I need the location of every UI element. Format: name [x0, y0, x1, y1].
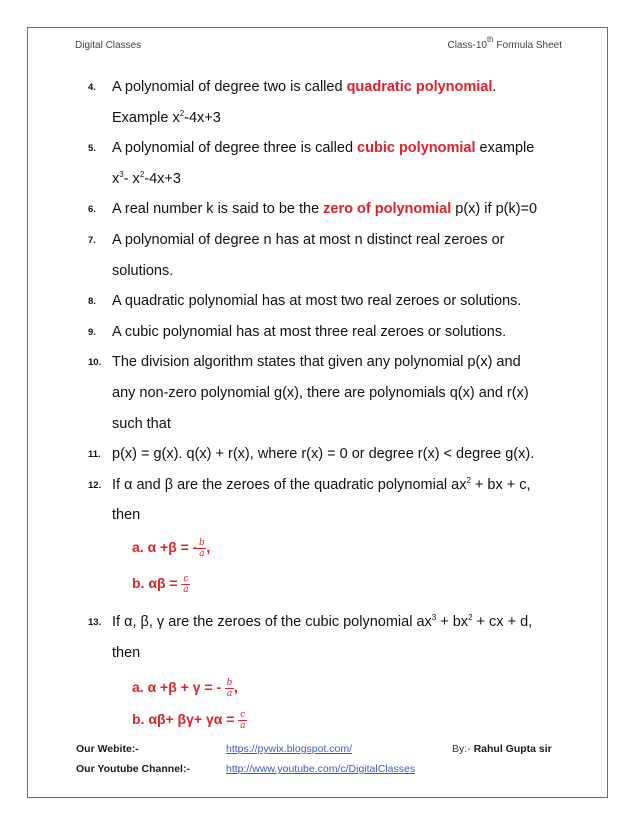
- header-right: Class-10th Formula Sheet: [447, 35, 562, 51]
- item-13: 13. If α, β, γ are the zeroes of the cubic polynomial $ax^3 + bx^2$ + cx + d,: [88, 613, 533, 630]
- author: By:- Rahul Gupta sir: [452, 743, 552, 755]
- highlight-zero: zero of polynomial: [323, 201, 452, 217]
- item-4-example: Example $x^2-4x+3$: [112, 109, 221, 126]
- fraction: $\frac{b}{a}$: [226, 678, 233, 699]
- item-5-example: $x^3-$ $x^2-4x+3$: [112, 170, 181, 187]
- youtube-label: Our Youtube Channel:-: [76, 763, 190, 775]
- item-12: 12. If α and β are the zeroes of the quadratic polynomial $ax^2$ + bx + c,: [88, 476, 531, 493]
- youtube-link[interactable]: http://www.youtube.com/c/DigitalClasses: [226, 763, 416, 775]
- highlight-cubic: cubic polynomial: [357, 140, 476, 156]
- item-10: 10. The division algorithm states that given any polynomial p(x) and: [88, 354, 521, 370]
- fraction: $\frac{b}{a}$: [199, 538, 205, 559]
- item-5: 5. A polynomial of degree three is called cubic polynomial example: [88, 140, 535, 156]
- item-13-then: then: [112, 645, 141, 661]
- item-8: 8. A quadratic polynomial has at most two real zeroes or solutions.: [88, 293, 522, 309]
- item-6: 6. A real number k is said to be the zero of polynomial p(x) if p(k)=0: [88, 201, 538, 217]
- item-10-cont-2: such that: [112, 416, 171, 432]
- header-left: Digital Classes: [75, 40, 142, 51]
- item-12-then: then: [112, 507, 141, 523]
- website-link[interactable]: https://pywix.blogspot.com/: [226, 743, 353, 755]
- website-label: Our Webite:-: [76, 743, 139, 755]
- fraction: $\frac{c}{a}$: [240, 710, 246, 731]
- highlight-quadratic: quadratic polynomial: [346, 79, 493, 95]
- item-7-cont: solutions.: [112, 263, 174, 279]
- item-7: 7. A polynomial of degree n has at most n distinct real zeroes or: [88, 232, 505, 248]
- fraction: $\frac{c}{a}$: [183, 574, 189, 595]
- item-11: 11. p(x) = g(x). q(x) + r(x), where r(x) = 0 or degree r(x) < degree g(x).: [88, 446, 535, 462]
- item-10-cont-1: any non-zero polynomial g(x), there are polynomials q(x) and r(x): [112, 385, 529, 401]
- formula-12a: a. α +β = - $\frac{b}{a}$ ,: [132, 538, 211, 559]
- item-4: 4. A polynomial of degree two is called quadratic polynomial.: [88, 79, 497, 95]
- formula-13b: b. αβ+ βγ+ γα = $\frac{c}{a}$: [132, 710, 246, 731]
- item-9: 9. A cubic polynomial has at most three real zeroes or solutions.: [88, 324, 507, 340]
- formula-13a: a. α +β + γ = - $\frac{b}{a}$ ,: [132, 678, 238, 699]
- formula-12b: b. αβ = $\frac{c}{a}$: [132, 574, 189, 595]
